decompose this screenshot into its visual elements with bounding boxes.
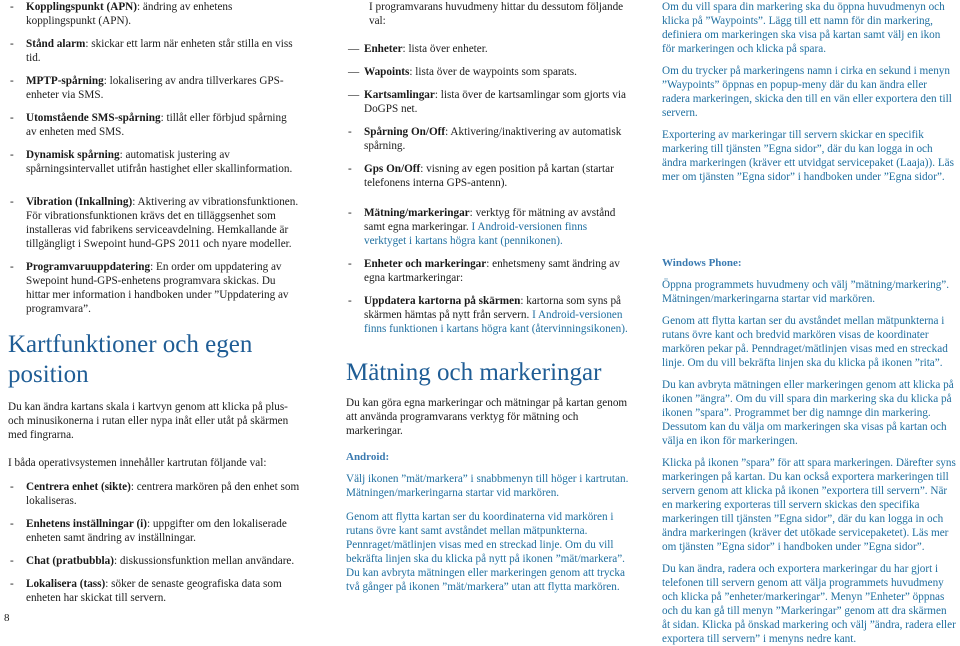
list-item-separator: : bbox=[136, 1, 141, 13]
paragraph-wp-open: Öppna programmets huvudmeny och välj ”mätning/markering”. Mätningen/markeringarna startar vid markören. bbox=[662, 279, 950, 305]
bullet-dash-icon: - bbox=[10, 261, 14, 273]
list-item-separator: : bbox=[105, 578, 109, 590]
list-item-separator: : bbox=[160, 112, 164, 124]
list-item-separator: : bbox=[113, 555, 118, 567]
list-item-term: Chat (pratbubbla) bbox=[26, 555, 114, 567]
list-item-separator: : bbox=[445, 126, 449, 138]
list-item bbox=[346, 88, 631, 116]
bullet-dash-icon: — bbox=[348, 66, 360, 78]
bullet-dash-icon: - bbox=[10, 481, 14, 493]
list-item-text: uppgifter om den lokaliserade enheten samt ändring av inställningar. bbox=[26, 518, 287, 544]
paragraph-measuring-intro: Du kan göra egna markeringar och mätningar på kartan genom att använda programvarans verktyg för mätning och markeringar. bbox=[346, 397, 628, 437]
list-item-separator: : bbox=[520, 295, 524, 307]
list-item bbox=[346, 206, 631, 248]
column-left bbox=[8, 0, 300, 605]
bullet-dash-icon: - bbox=[10, 75, 14, 87]
list-item-separator: : bbox=[147, 518, 151, 530]
settings-list-mid bbox=[8, 195, 300, 316]
list-item-term: Vibration (Inkallning) bbox=[26, 196, 133, 208]
list-item bbox=[8, 74, 300, 102]
list-item bbox=[346, 162, 631, 190]
list-item bbox=[8, 0, 300, 28]
list-item bbox=[8, 111, 300, 139]
bullet-dash-icon: - bbox=[10, 555, 14, 567]
bullet-dash-icon: - bbox=[348, 126, 352, 138]
list-item-note: I Android-versionen finns funktionen i kartans högra kant (återvinningsikonen). bbox=[364, 309, 628, 335]
list-item bbox=[8, 260, 300, 316]
main-menu-list bbox=[346, 42, 631, 190]
bullet-dash-icon: - bbox=[10, 578, 14, 590]
paragraph-wp-edit: Du kan ändra, radera och exportera markeringar du har gjort i telefonen till servern genom att välja programmets huvudmeny och klicka på ”enheter/markeringar”. Menyn ”Enheter” öppnas och du kan gå till menyn ”Markeringar” genom att dra skärmen åt sidan. Klicka på önskad markering och välj ”ändra, radera eller exportera till servern” i menyns nedre kant. bbox=[662, 563, 956, 645]
list-item-separator: : bbox=[130, 481, 134, 493]
page-number: 8 bbox=[4, 612, 10, 624]
paragraph-map-scale: Du kan ändra kartans skala i kartvyn genom att klicka på plus- och minusikonerna i rutan eller nypa inåt eller utåt på skärmen med fingrarna. bbox=[8, 401, 289, 441]
list-item-text: visning av egen position på kartan (startar telefonens interna GPS-antenn). bbox=[364, 163, 614, 189]
list-item-separator: : bbox=[420, 163, 424, 175]
paragraph-wp-cancel: Du kan avbryta mätningen eller markeringen genom att klicka på ikonen ”ängra”. Om du vill spara din markering ska du klicka på ikonen ”spara”. Programmet ber dig namnge din markering. Dessutom kan du välja om markeringen ska visas på kartan och välja en ikon för markeringen. bbox=[662, 379, 954, 447]
paragraph-save-marking: Om du vill spara din markering ska du öppna huvudmenyn och klicka på ”Waypoints”. Lägg till ett namn för din markering, definiera om markeringen ska visa på kartan samt välj en ikon för markeringen och klicka på spara. bbox=[662, 1, 945, 55]
list-item bbox=[346, 42, 631, 56]
list-item-text: lista över de waypoints som sparats. bbox=[412, 66, 577, 78]
list-item-note: I Android-versionen finns verktyget i kartans högra kant (pennikonen). bbox=[364, 221, 588, 247]
list-item bbox=[8, 480, 300, 508]
list-item-separator: : bbox=[434, 89, 438, 101]
list-item-term: Enheter och markeringar bbox=[364, 258, 487, 270]
list-item-term: Lokalisera (tass) bbox=[26, 578, 106, 590]
list-item-separator: : bbox=[486, 258, 490, 270]
map-options-list bbox=[8, 480, 300, 605]
bullet-dash-icon: — bbox=[348, 43, 360, 55]
paragraph-popup-menu: Om du trycker på markeringens namn i cirka en sekund i menyn ”Waypoints” öppnas en popup-meny där du kan ändra eller radera markeringen, skicka den till en vän eller exportera den till servern. bbox=[662, 65, 952, 119]
list-item-text: lista över de kartsamlingar som gjorts via DoGPS net. bbox=[364, 89, 626, 115]
list-item bbox=[8, 195, 300, 251]
bullet-dash-icon: - bbox=[10, 149, 14, 161]
list-item-term: Enheter bbox=[364, 43, 403, 55]
heading-map-functions: Kartfunktioner och egen position bbox=[8, 331, 253, 388]
list-item-term: Centrera enhet (sikte) bbox=[26, 481, 131, 493]
list-item bbox=[8, 148, 300, 176]
list-item-separator: : bbox=[85, 38, 89, 50]
list-item bbox=[346, 65, 631, 79]
paragraph-wp-move: Genom att flytta kartan ser du avståndet mellan mätpunkterna i rutans övre kant och bredvid markören visas de koordinater markören pekar på. Penndraget/mätlinjen visas med en streckad linje. Om du vill bekräfta linjen ska du klicka på ikonen ”rita”. bbox=[662, 315, 948, 369]
list-item bbox=[8, 517, 300, 545]
list-item-term: Gps On/Off bbox=[364, 163, 421, 175]
list-item-text: enhetsmeny samt ändring av egna kartmarkeringar: bbox=[364, 258, 620, 284]
list-item-separator: : bbox=[469, 207, 473, 219]
bullet-dash-icon: - bbox=[348, 295, 352, 307]
list-item-text: kartorna som syns på skärmen hämtas på nytt från servern. bbox=[364, 295, 622, 321]
settings-list-top bbox=[8, 0, 300, 176]
list-item-term: MPTP-spårning bbox=[26, 75, 104, 87]
list-item-text: lokalisering av andra tillverkares GPS-enheter via SMS. bbox=[26, 75, 284, 101]
bullet-dash-icon: - bbox=[348, 163, 352, 175]
tools-list bbox=[346, 206, 631, 336]
list-item-term: Programvaruuppdatering bbox=[26, 261, 151, 273]
list-item bbox=[346, 125, 631, 153]
list-item-separator: : bbox=[119, 149, 123, 161]
list-item-text: diskussionsfunktion mellan användare. bbox=[117, 555, 295, 567]
list-item-separator: : bbox=[150, 261, 154, 273]
paragraph-map-options-intro: I båda operativsystemen innehåller kartrutan följande val: bbox=[8, 457, 267, 469]
list-item bbox=[346, 294, 631, 336]
list-item-term: Spårning On/Off bbox=[364, 126, 446, 138]
paragraph-wp-save: Klicka på ikonen ”spara” för att spara markeringen. Därefter syns markeringen på kartan. Du kan också exportera markeringen till servern genom att klicka på ikonen ”exportera till servern”. När en markering exporteras till servern skickas den specifika markeringen till tjänsten ”Egna sidor”, där du kan logga in och ändra markeringen (kräver det utökade servicepaketet). Läs mer om tjänsten ”Egna sidor” i handboken under ”Egna sidor”. bbox=[662, 457, 956, 553]
list-item-separator: : bbox=[409, 66, 413, 78]
paragraph-android-measure: Genom att flytta kartan ser du koordinaterna vid markören i rutans övre kant samt avståndet mellan mätpunkterna. Pennraget/mätlinjen visas med en streckad linje. Om du vill bekräfta linjen ska du klicka på nytt på ikonen ”mät/markera”. Du kan avbryta mätningen eller markeringen genom att trycka två gånger på ikonen ”mät/markera” utan att flytta markören. bbox=[346, 511, 625, 593]
bullet-dash-icon: - bbox=[348, 258, 352, 270]
list-item-term: Uppdatera kartorna på skärmen bbox=[364, 295, 521, 307]
list-item bbox=[8, 554, 300, 568]
list-item-text: En order om uppdatering av Swepoint hund-GPS-enhetens programvara skickas. Du hittar mer information i handboken under ”Uppdatering av programvara”. bbox=[26, 261, 289, 315]
bullet-dash-icon: - bbox=[10, 518, 14, 530]
column-right bbox=[662, 0, 956, 646]
bullet-dash-icon: - bbox=[10, 112, 14, 124]
list-item-text: skickar ett larm när enheten står stilla en viss tid. bbox=[26, 38, 293, 64]
list-item-term: Wapoints bbox=[364, 66, 410, 78]
list-item-term: Dynamisk spårning bbox=[26, 149, 120, 161]
list-item-term: Stånd alarm bbox=[26, 38, 86, 50]
paragraph-main-menu-intro: I programvarans huvudmeny hittar du dessutom följande val: bbox=[369, 1, 624, 27]
list-item-term: Utomstående SMS-spårning bbox=[26, 112, 161, 124]
list-item-term: Enhetens inställningar (i) bbox=[26, 518, 148, 530]
paragraph-android-select: Välj ikonen ”mät/markera” i snabbmenyn till höger i kartrutan. Mätningen/markeringarna startar vid markören. bbox=[346, 473, 629, 499]
list-item-text: lista över enheter. bbox=[405, 43, 488, 55]
list-item-text: verktyg för mätning av avstånd samt egna markeringar. bbox=[364, 207, 616, 233]
column-middle bbox=[346, 0, 631, 594]
paragraph-export: Exportering av markeringar till servern skickar en specifik markering till tjänsten ”Egna sidor”, där du kan logga in och ändra markeringen (kräver ett utvidgat servicepaket (Laaja)). Läs mer om tjänsten ”Egna sidor” i handboken under ”Egna sidor”. bbox=[662, 129, 954, 183]
windows-phone-label: Windows Phone: bbox=[662, 257, 742, 269]
list-item-text: automatisk justering av spårningsintervallet utifrån hastighet eller skallinformation. bbox=[26, 149, 293, 175]
list-item-term: Mätning/markeringar bbox=[364, 207, 470, 219]
list-item-text: söker de senaste geografiska data som enheten har skickat till servern. bbox=[26, 578, 282, 604]
list-item bbox=[8, 37, 300, 65]
list-item bbox=[346, 257, 631, 285]
bullet-dash-icon: - bbox=[10, 196, 14, 208]
list-item-separator: : bbox=[402, 43, 406, 55]
heading-measuring: Mätning och markeringar bbox=[346, 359, 602, 386]
list-item-separator: : bbox=[103, 75, 107, 87]
list-item-term: Kopplingspunkt (APN) bbox=[26, 1, 137, 13]
list-item bbox=[8, 577, 300, 605]
bullet-dash-icon: - bbox=[10, 1, 14, 13]
list-item-text: Aktivering/inaktivering av automatisk spårning. bbox=[364, 126, 622, 152]
bullet-dash-icon: - bbox=[348, 207, 352, 219]
list-item-text: tillåt eller förbjud spårning av enheten med SMS. bbox=[26, 112, 287, 138]
bullet-dash-icon: - bbox=[10, 38, 14, 50]
list-item-text: ändring av enhetens kopplingspunkt (APN). bbox=[26, 1, 233, 27]
list-item-text: Aktivering av vibrationsfunktionen. För vibrationsfunktionen krävs det en tilläggsenhet som installeras vid fabrikens serviceavdelning. Hemkallande är tillgängligt i Swepoint hund-GPS 2011 och nyare modeller. bbox=[26, 196, 299, 250]
android-label: Android: bbox=[346, 451, 390, 463]
list-item-text: centrera markören på den enhet som lokaliseras. bbox=[26, 481, 300, 507]
bullet-dash-icon: — bbox=[348, 89, 360, 101]
list-item-term: Kartsamlingar bbox=[364, 89, 435, 101]
list-item-separator: : bbox=[132, 196, 136, 208]
